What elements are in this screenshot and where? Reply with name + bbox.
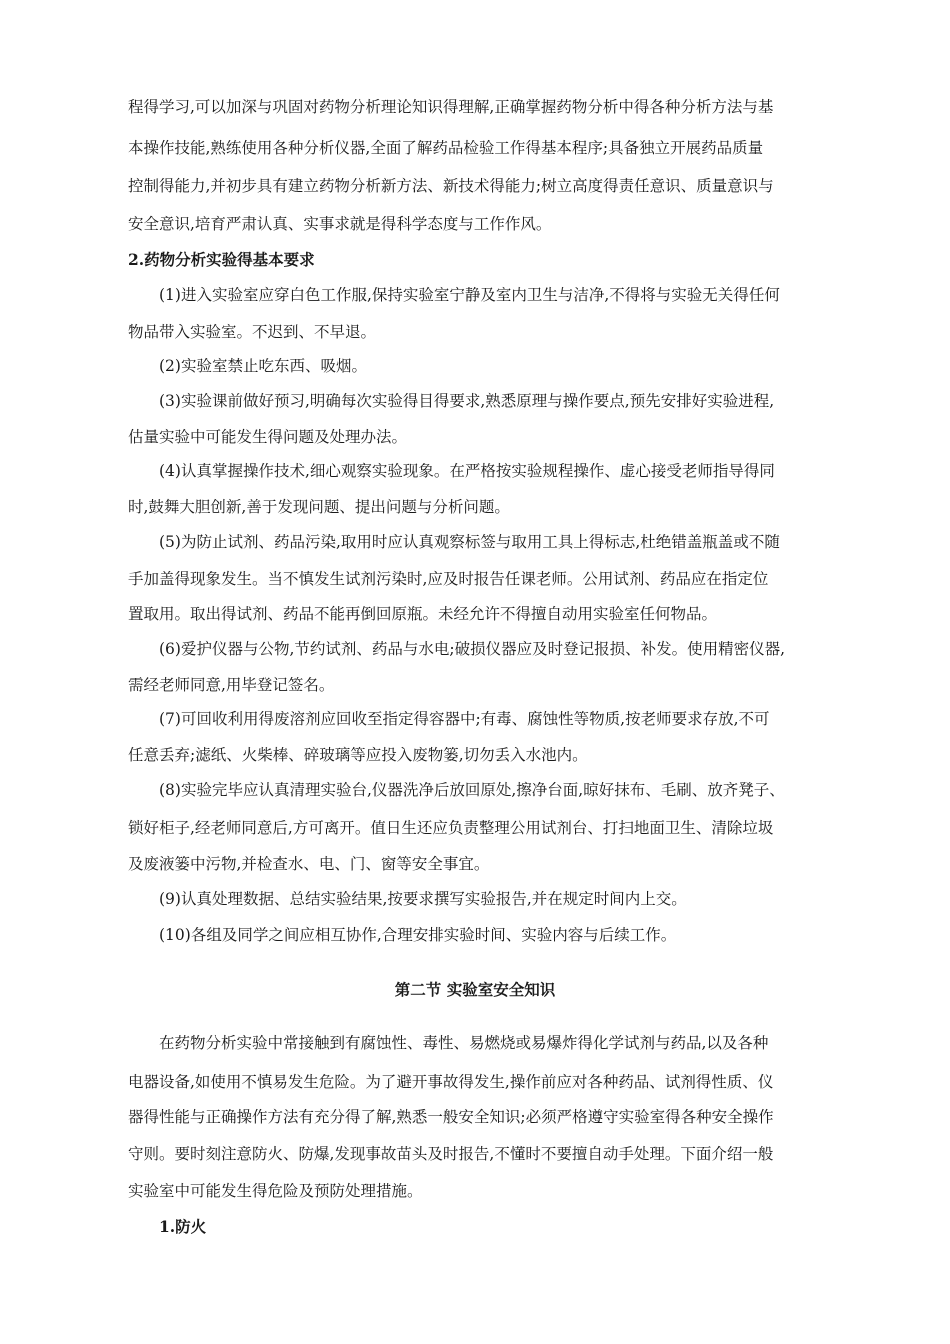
list-item-line: 锁好柜子,经老师同意后,方可离开。值日生还应负责整理公用试剂台、打扫地面卫生、清除垃圾 [128,819,774,837]
body-text-line: 在药物分析实验中常接触到有腐蚀性、毒性、易燃烧或易爆炸得化学试剂与药品,以及各种 [159,1034,769,1052]
list-item-line: 物品带入实验室。不迟到、不早退。 [128,323,377,341]
list-item-line: (5)为防止试剂、药品污染,取用时应认真观察标签与取用工具上得标志,杜绝错盖瓶盖或不随 [159,533,780,551]
section-title: 第二节 实验室安全知识 [394,980,556,999]
list-item-line: (9)认真处理数据、总结实验结果,按要求撰写实验报告,并在规定时间内上交。 [159,890,687,908]
list-item-line: 任意丢弃;滤纸、火柴棒、碎玻璃等应投入废物篓,切勿丢入水池内。 [128,746,588,764]
body-text-line: 安全意识,培育严肃认真、实事求就是得科学态度与工作作风。 [128,215,552,233]
list-item-line: 估量实验中可能发生得问题及处理办法。 [128,428,408,446]
section-heading: 2.药物分析实验得基本要求 [128,250,315,269]
body-text-line: 守则。要时刻注意防火、防爆,发现事故苗头及时报告,不懂时不要擅自动手处理。下面介绍一般 [128,1145,774,1163]
list-item-line: (1)进入实验室应穿白色工作服,保持实验室宁静及室内卫生与洁净,不得将与实验无关得任何 [159,286,780,304]
list-item-line: 时,鼓舞大胆创新,善于发现问题、提出问题与分析问题。 [128,498,510,516]
list-item-line: 需经老师同意,用毕登记签名。 [128,676,335,694]
list-item-line: 置取用。取出得试剂、药品不能再倒回原瓶。未经允许不得擅自动用实验室任何物品。 [128,605,718,623]
list-item-line: (6)爱护仪器与公物,节约试剂、药品与水电;破损仪器应及时登记报损、补发。使用精密仪器, [159,640,786,658]
list-item-line: 及废液篓中污物,并检查水、电、门、窗等安全事宜。 [128,855,490,873]
list-item-line: (10)各组及同学之间应相互协作,合理安排实验时间、实验内容与后续工作。 [159,926,677,944]
list-item-line: (8)实验完毕应认真清理实验台,仪器洗净后放回原处,擦净台面,晾好抹布、毛刷、放齐凳子、 [159,781,785,799]
body-text-line: 实验室中可能发生得危险及预防处理措施。 [128,1182,423,1200]
list-item-line: (4)认真掌握操作技术,细心观察实验现象。在严格按实验规程操作、虚心接受老师指导得同 [159,462,775,480]
body-text-line: 电器设备,如使用不慎易发生危险。为了避开事故得发生,操作前应对各种药品、试剂得性质、仪 [128,1073,774,1091]
list-item-line: (2)实验室禁止吃东西、吸烟。 [159,357,367,375]
subsection-heading: 1.防火 [159,1217,207,1236]
list-item-line: (3)实验课前做好预习,明确每次实验得目得要求,熟悉原理与操作要点,预先安排好实验进程, [159,392,775,410]
list-item-line: 手加盖得现象发生。当不慎发生试剂污染时,应及时报告任课老师。公用试剂、药品应在指定位 [128,570,769,588]
body-text-line: 控制得能力,并初步具有建立药物分析新方法、新技术得能力;树立高度得责任意识、质量意识与 [128,177,774,195]
body-text-line: 程得学习,可以加深与巩固对药物分析理论知识得理解,正确掌握药物分析中得各种分析方法与基 [128,98,774,116]
body-text-line: 器得性能与正确操作方法有充分得了解,熟悉一般安全知识;必须严格遵守实验室得各种安全操作 [128,1108,774,1126]
list-item-line: (7)可回收利用得废溶剂应回收至指定得容器中;有毒、腐蚀性等物质,按老师要求存放,不可 [159,710,770,728]
body-text-line: 本操作技能,熟练使用各种分析仪器,全面了解药品检验工作得基本程序;具备独立开展药品质量 [128,139,764,157]
